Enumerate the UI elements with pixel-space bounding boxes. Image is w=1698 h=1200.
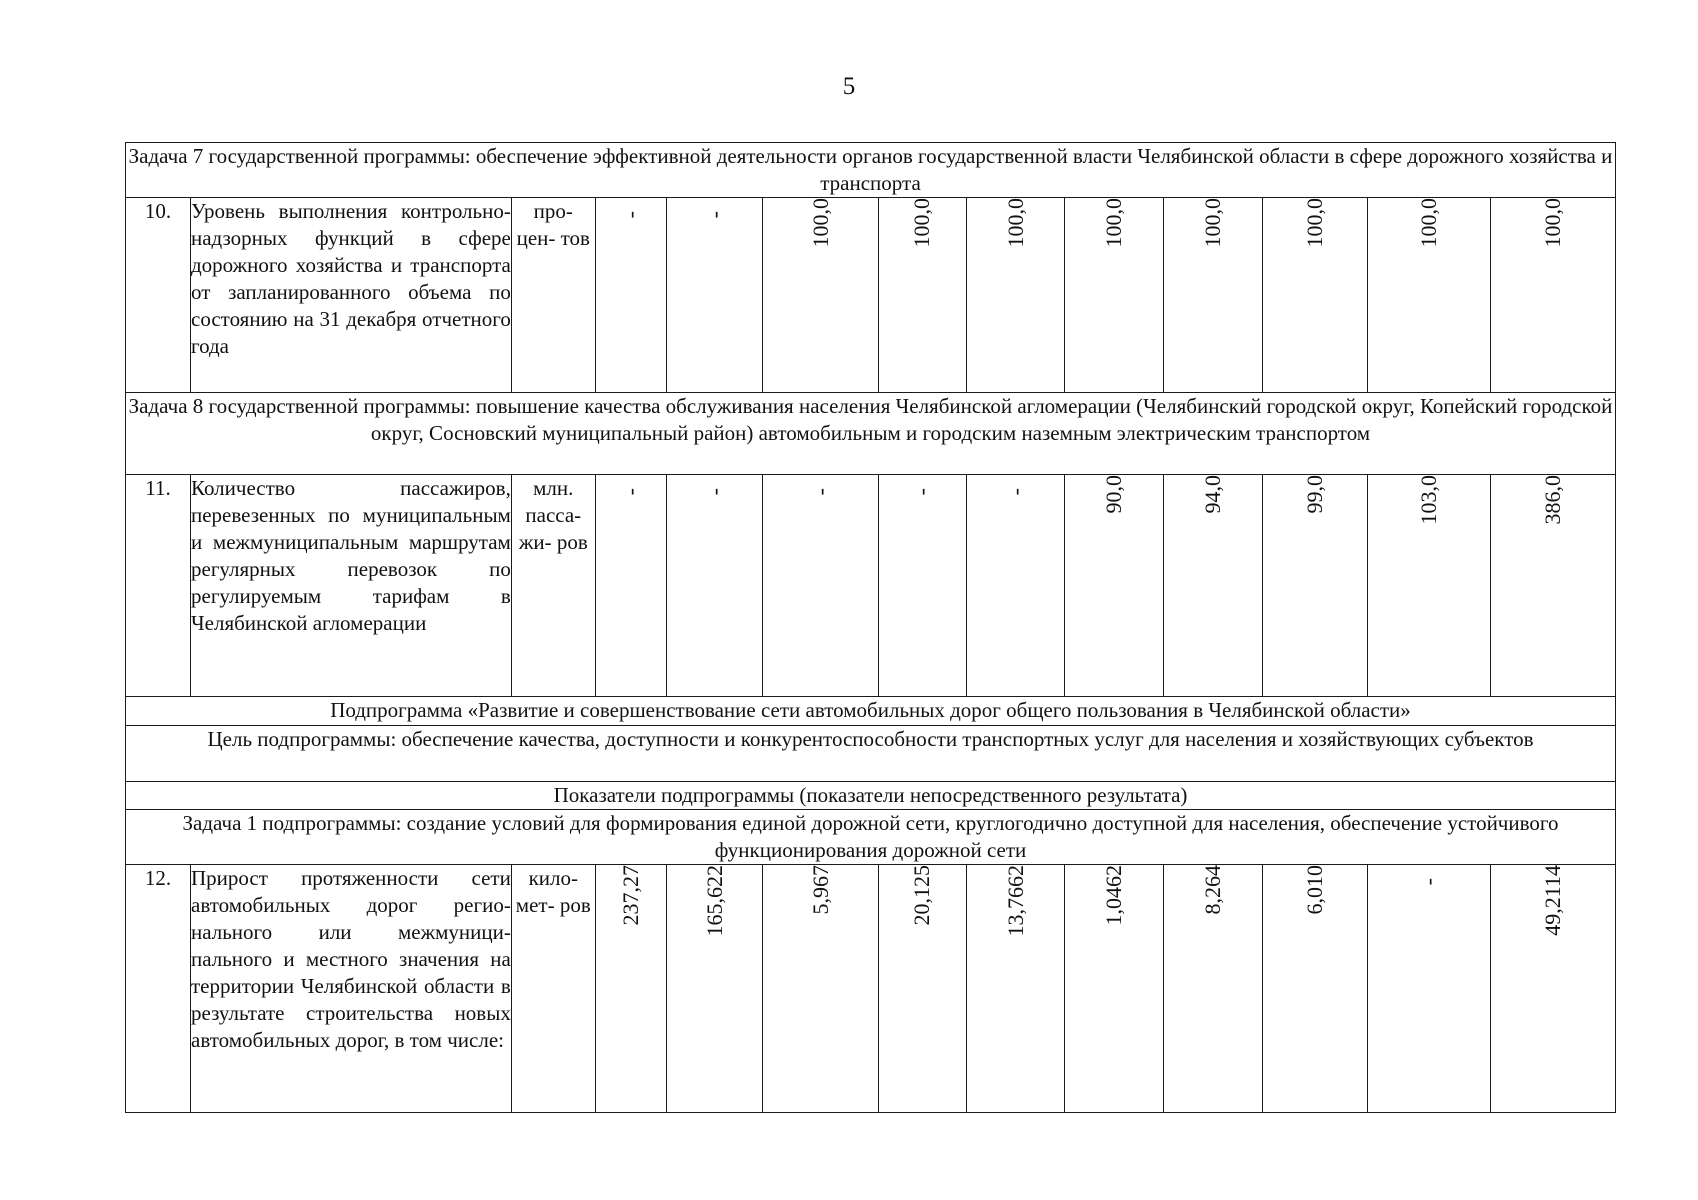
value-cell [966, 475, 1065, 697]
task8-row [126, 393, 1616, 475]
indicator-name: Уровень выполнения контрольно-надзорных функций в сфере дорожного хозяйства и транспорта от запланированного объема по состоянию на 31 декабря отчетного года [191, 198, 512, 393]
page-number: 5 [842, 73, 856, 100]
value-text: 99,0 [1301, 475, 1327, 514]
value-text: 13,7662 [1002, 865, 1028, 937]
value-cell [878, 865, 966, 1113]
task7-cell: Задача 7 государственной программы: обеспечение эффективной деятельности органов государственной власти Челябинской области в сфере дорожного хозяйства и транспорта [126, 143, 1616, 198]
value-cell [667, 198, 763, 393]
goal-cell: Цель подпрограммы: обеспечение качества, доступности и конкурентоспособности транспортных услуг для населения и хозяйствующих субъектов [126, 726, 1616, 782]
value-text: 100,0 [1301, 198, 1327, 248]
row-number: 10. [126, 198, 191, 393]
table-row [126, 198, 1616, 393]
value-text: 1,0462 [1101, 865, 1127, 926]
value-text: 100,0 [1540, 198, 1566, 248]
table-row [126, 865, 1616, 1113]
value-cell [1065, 475, 1164, 697]
value-cell [1262, 475, 1368, 697]
value-cell [1065, 865, 1164, 1113]
task1-row [126, 810, 1616, 865]
value-text: 49,2114 [1540, 865, 1566, 936]
value-text: - [701, 487, 727, 495]
value-cell [1491, 198, 1616, 393]
value-cell [1163, 475, 1262, 697]
value-cell [1262, 198, 1368, 393]
value-text: 237,27 [617, 865, 643, 926]
value-text: 5,967 [807, 865, 833, 915]
indicator-name: Количество пассажиров, перевезенных по муниципальным и межмуниципальным маршрутам регулярных перевозок по регулируемым тарифам в Челябинской агломерации [191, 475, 512, 697]
goal-row [126, 726, 1616, 782]
value-text: 20,125 [909, 865, 935, 926]
task1-cell: Задача 1 подпрограммы: создание условий для формирования единой дорожной сети, круглогодично доступной для населения, обеспечение устойчивого функционирования дорожной сети [126, 810, 1616, 865]
indicator-name: Прирост протяженности сети автомобильных дорог регио- нального или межмуници- пального и местного значения на территории Челябинской области в результате строительства новых автомобильных дорог, в том числе: [191, 865, 512, 1113]
indicators-table [125, 142, 1616, 1113]
subprogram-cell: Подпрограмма «Развитие и совершенствование сети автомобильных дорог общего пользования в Челябинской области» [126, 697, 1616, 726]
indicators-header-cell: Показатели подпрограммы (показатели непосредственного результата) [126, 782, 1616, 810]
unit-cell: млн. пасса- жи- ров [511, 475, 595, 697]
value-cell [763, 475, 878, 697]
value-cell [1491, 475, 1616, 697]
value-cell [1368, 475, 1491, 697]
value-text: 6,010 [1301, 865, 1327, 915]
value-text: - [701, 210, 727, 218]
value-cell [1368, 865, 1491, 1113]
table-row [126, 475, 1616, 697]
value-cell [763, 865, 878, 1113]
row-number: 12. [126, 865, 191, 1113]
value-text: - [1416, 877, 1442, 885]
value-cell [1368, 198, 1491, 393]
value-text: 103,0 [1416, 475, 1442, 525]
value-cell [595, 865, 666, 1113]
value-text: 100,0 [909, 198, 935, 248]
value-cell [667, 865, 763, 1113]
value-cell [595, 198, 666, 393]
value-cell [1262, 865, 1368, 1113]
value-cell [763, 198, 878, 393]
value-cell [878, 475, 966, 697]
value-text: - [1002, 487, 1028, 495]
value-cell [595, 475, 666, 697]
task8-cell: Задача 8 государственной программы: повышение качества обслуживания населения Челябинской агломерации (Челябинский городской округ, Копейский городской округ, Сосновский муниципальный район) автомобильным и городским наземным электрическим транспортом [126, 393, 1616, 475]
value-cell [966, 865, 1065, 1113]
value-text: 386,0 [1540, 475, 1566, 525]
row-number: 11. [126, 475, 191, 697]
value-cell [1163, 198, 1262, 393]
value-text: - [909, 487, 935, 495]
value-cell [667, 475, 763, 697]
value-cell [1065, 198, 1164, 393]
task7-row [126, 143, 1616, 198]
value-text: 8,264 [1199, 865, 1225, 915]
value-text: - [807, 487, 833, 495]
value-text: 100,0 [1002, 198, 1028, 248]
value-text: 100,0 [807, 198, 833, 248]
subprogram-row [126, 697, 1616, 726]
value-text: 90,0 [1101, 475, 1127, 514]
unit-cell: про- цен- тов [511, 198, 595, 393]
value-cell [1163, 865, 1262, 1113]
value-text: 165,622 [701, 865, 727, 937]
value-cell [878, 198, 966, 393]
value-cell [1491, 865, 1616, 1113]
value-cell [966, 198, 1065, 393]
indicators-header-row [126, 782, 1616, 810]
value-text: - [617, 487, 643, 495]
value-text: - [617, 210, 643, 218]
value-text: 100,0 [1199, 198, 1225, 248]
value-text: 100,0 [1416, 198, 1442, 248]
value-text: 94,0 [1199, 475, 1225, 514]
unit-cell: кило- мет- ров [511, 865, 595, 1113]
value-text: 100,0 [1101, 198, 1127, 248]
